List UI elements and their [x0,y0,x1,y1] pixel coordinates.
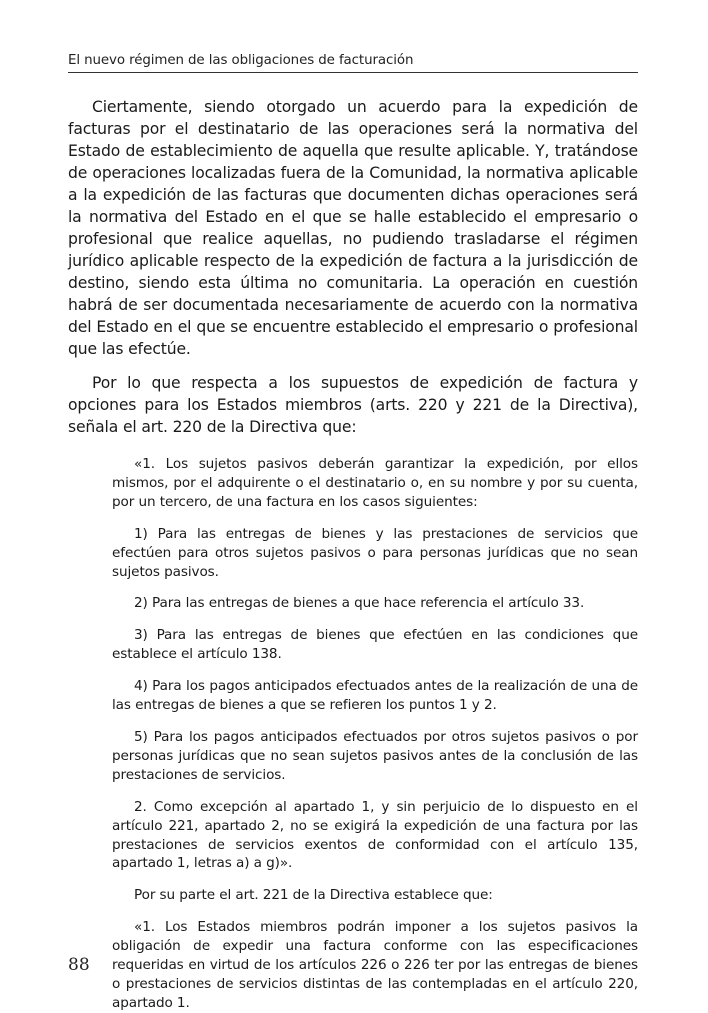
running-title: El nuevo régimen de las obligaciones de facturación [68,52,638,73]
paragraph-establishment: Ciertamente, siendo otorgado un acuerdo para la expedición de facturas por el destinatario de las operaciones será la normativa del Estado de establecimiento de aquella que resulte aplicable. Y, tratándose de operaciones localizadas fuera de la Comunidad, la normativa aplicable a la expedición de las facturas que documenten dichas operaciones será la normativa del Estado en el que se halle establecido el empresario o profesional que realice aquellas, no pudiendo trasladarse el régimen jurídico aplicable respecto de la expedición de factura a la jurisdicción de destino, siendo esta última no comunitaria. La operación en cuestión habrá de ser documentada necesariamente de acuerdo con la normativa del Estado en el que se encuentre establecido el empresario o profesional que las efectúe. [68,98,638,358]
quote-220-section-2: 2. Como excepción al apartado 1, y sin perjuicio de lo dispuesto en el artículo 221, apartado 2, no se exigirá la expedición de una factura por las prestaciones de servicios exentos de conformidad con el artículo 135, apartado 1, letras a) a g)». [112,798,638,872]
page-number: 88 [68,955,90,975]
quote-220-item-1: 1) Para las entregas de bienes y las prestaciones de servicios que efectúen para otros sujetos pasivos o para personas jurídicas que no sean sujetos pasivos. [112,525,638,580]
quote-220-item-5: 5) Para los pagos anticipados efectuados por otros sujetos pasivos o por personas jurídicas que no sean sujetos pasivos antes de la conclusión de las prestaciones de servicios. [112,728,638,783]
quote-220-section-1: «1. Los sujetos pasivos deberán garantizar la expedición, por ellos mismos, por el adquirente o el destinatario o, en su nombre y por su cuenta, por un tercero, de una factura en los casos siguientes: [112,456,638,510]
body-text [68,96,638,1013]
paragraph-art-220-intro: Por lo que respecta a los supuestos de expedición de factura y opciones para los Estados miembros (arts. 220 y 221 de la Directiva), señala el art. 220 de la Directiva que: [68,374,638,436]
quote-220-item-4: 4) Para los pagos anticipados efectuados antes de la realización de una de las entregas de bienes a que se refieren los puntos 1 y 2. [112,678,638,714]
quote-221-section-1: «1. Los Estados miembros podrán imponer a los sujetos pasivos la obligación de expedir una factura conforme con las especificaciones requeridas en virtud de los artículos 226 o 226 ter por las entregas de bienes o prestaciones de servicios distintas de las contempladas en el artículo 220, apartado 1. [112,919,638,1011]
quote-220-item-3: 3) Para las entregas de bienes que efectúen en las condiciones que establece el artículo 138. [112,627,638,663]
quote-220-item-2: 2) Para las entregas de bienes a que hace referencia el artículo 33. [134,595,585,612]
paragraph-art-221-intro: Por su parte el art. 221 de la Directiva establece que: [134,887,493,904]
